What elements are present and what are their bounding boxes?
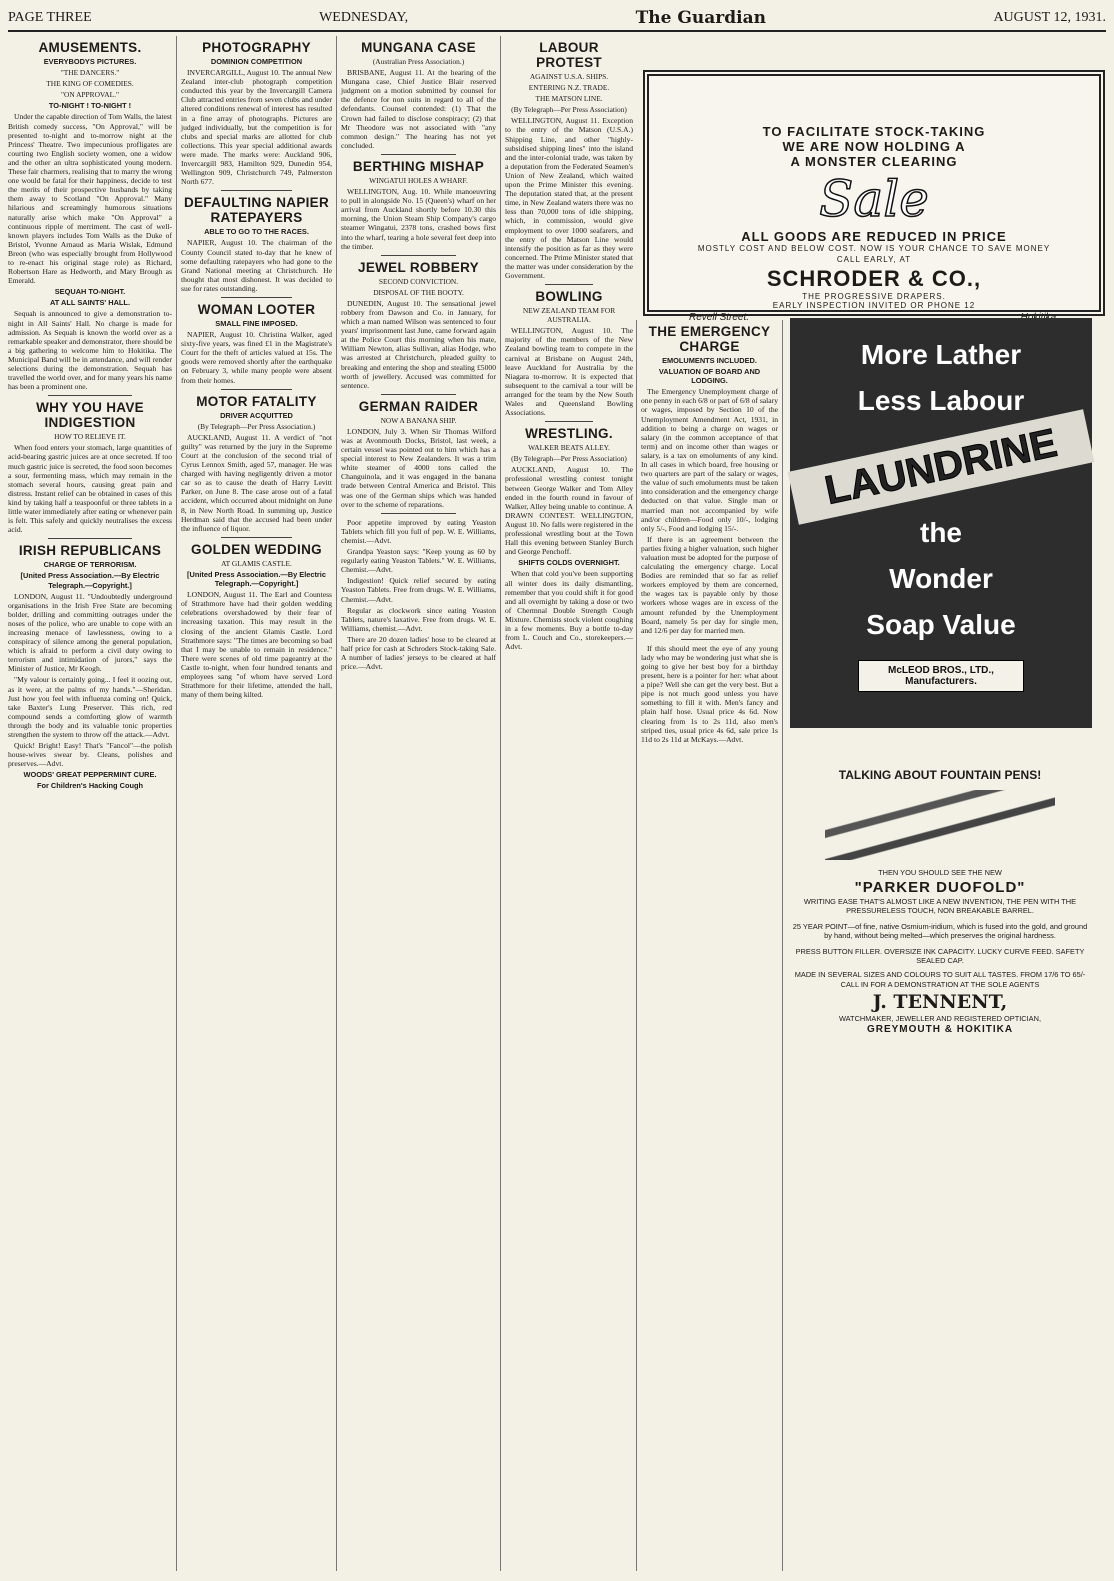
ad-line: WRITING EASE THAT'S ALMOST LIKE A NEW INVENTION, THE PEN WITH THE PRESSURELESS TOUCH, NON BREAKABLE BARREL. <box>803 896 1077 915</box>
article-text: BRISBANE, August 11. At the hearing of the Mungana case, Chief Justice Blair reserved judgment on a motion submitted by counsel for the defence for non suits in regard to all of the defendants. Counsel contended: (1) That the Crown had failed to disclose conspiracy; (2) that Mr Theodore was not associated with "any common design." The hearing has not yet concluded. <box>341 68 496 150</box>
ad-line: PRESS BUTTON FILLER. OVERSIZE INK CAPACITY. LUCKY CURVE FEED. SAFETY SEALED CAP. <box>795 946 1085 965</box>
subheading: AGAINST U.S.A. SHIPS. <box>529 72 609 81</box>
subheading: CHARGE OF TERRORISM. <box>43 560 137 570</box>
article-text: WELLINGTON, Aug. 10. While manoeuvring to pull in alongside No. 15 (Queen's) wharf on her arrival from Auckland shortly before 10.30 this morning, the Union Steam Ship Company's cargo steamer Wingatui, 2378 tons, crashed bows first into the wharf, tearing a hole several feet deep into the timber. <box>341 187 496 251</box>
brand-name: LAUNDRINE <box>788 409 1095 525</box>
sale-script: Sale <box>819 170 929 228</box>
ad-line: MOSTLY COST AND BELOW COST. NOW IS YOUR CHANCE TO SAVE MONEY <box>697 244 1051 253</box>
headline: JEWEL ROBBERY <box>358 259 479 275</box>
ad-line: Soap Value <box>866 609 1016 640</box>
subheading: DISPOSAL OF THE BOOTY. <box>373 287 464 297</box>
article-text: The Emergency Unemployment charge of one penny in each 6/8 or part of 6/8 of salary or wages, imposed by Section 10 of the Unemployment Amendment Act, 1931, in addition to being a charge on wages or salary (in the common acceptance of that term) and on income other than wages or salary, is a tax on emoluments of any kind. In all cases in which board, free housing or two quarters are part of the salary or wages, the value of such emoluments must be taken into consideration and the emergency charge deducted on that value. Single man or married man not accompanied by wife and/or children—Food only 10/-, lodging only 5/-, Food and lodging 15/-. <box>641 387 778 533</box>
firm-tagline: THE PROGRESSIVE DRAPERS. <box>802 292 946 301</box>
column-rule <box>636 320 637 1571</box>
subheading: [United Press Association.—By Electric Telegraph.—Copyright.] <box>187 569 326 589</box>
subheading: WOODS' GREAT PEPPERMINT CURE. <box>23 770 157 780</box>
headline: WOMAN LOOTER <box>197 301 316 317</box>
divider <box>221 297 292 298</box>
subheading: "ON APPROVAL." <box>60 90 120 100</box>
headline: WRESTLING. <box>525 426 613 442</box>
street: Revell Street. <box>689 312 750 323</box>
column-4 <box>505 36 633 1575</box>
column-rule <box>500 36 501 1571</box>
advertisement-text: Grandpa Yeaston says: "Keep young as 60 by regularly eating Yeaston Tablets." W. E. Williams, Chemist.—Advt. <box>341 547 496 575</box>
ad-line: Wonder <box>889 563 993 594</box>
article-text: Sequah is announced to give a demonstration to-night in All Saints' Hall. No charge is made for admission. As Sequah is known the world over as a remarkable speaker and demonstrator, there should be a big gathering to welcome him to Hokitika. The Municipal Band will be in attendance, and will render selections during the demonstration. Sequah has travelled the world over, and for many years his name has been a prominent one. <box>8 309 172 392</box>
headline: PHOTOGRAPHY <box>202 40 311 55</box>
subheading: "THE DANCERS." <box>60 68 120 78</box>
article-text: WELLINGTON, August 11. Exception to the entry of the Matson (U.S.A.) Shipping Line, and other "highly-subsidised shipping lines" into the island and the inter-colonial trade, was taken by a deputation from the Federated Seamen's Union of New Zealand, which waited upon the Prime Minister this evening. The deputation stated that, at the present time, in New Zealand waters there was no less than 70,000 tons of idle shipping, which, in commission, would give employment to over 1000 seafarers, and the entry of the Matson Line would intensify the position as far as they were concerned. The Prime Minister stated that the matter was under consideration by the Government. <box>505 116 633 280</box>
agent-name: J. TENNENT, <box>872 990 1008 1013</box>
subheading: THE MATSON LINE. <box>535 94 603 104</box>
subheading: HOW TO RELIEVE IT. <box>54 432 126 442</box>
subheading: (By Telegraph—Per Press Association) <box>511 105 627 115</box>
advertisement-text: When that cold you've been supporting all winter does its daily dismantling, remember that you could shift it for good and all overnight by taking a dose or two of Chermnal Double Strength Cough Mixture. Chemists stock violent coughing in a few moments. Buy a bottle to-day from L. Couch and Co., storekeepers.—Advt. <box>505 569 633 652</box>
article-text: Under the capable direction of Tom Walls, the latest British comedy success, "On Approval," will be presented to-night and to-morrow night at the Princess' Theatre. Two impecunious profligates are courting two English society women, one a widow and the other an ultra sophisticated young modern. These fair charmers, realising that to marry the wrong one would be fatal for their happiness, decide to test the merits of their prospective husbands by taking them away to Scotland "On Approval." Many hilarious and screamingly humorous situations naturally arise which make "On Approval" a continuous ripple of merriment. The cast of well-known players includes Tom Walls as the Duke of Bristol, Yvonne Arnaud as Maria Wislak, Edmund Breon (who was especially brought from Hollywood to re-enact his original stage role) as Richard, Robertson Hare as Hedworth, and Mary Brough as Emerald. <box>8 112 172 286</box>
article-text: NAPIER, August 10. The chairman of the County Council stated to-day that he knew of some defaulting ratepayers who had gone to the Grand National meeting at Christchurch. He thought that most dishonest. It was decided to sue for rates outstanding. <box>181 238 332 293</box>
article-text: If there is an agreement between the parties fixing a higher valuation, such higher valuation must be adopted for the purpose of calculating the emergency charge. Local Bodies are reminded that so far as relief workers employed by them are concerned, the wages tax is payable only by those workers whose wages are in excess of the amount refunded by the Unemployment Board, namely 5s per day for single men, and 12/6 per day for married men. <box>641 534 778 635</box>
subheading: ABLE TO GO TO THE RACES. <box>204 227 309 237</box>
column-rule <box>782 320 783 1571</box>
advertisement-text: "My valour is certainly going... I feel it oozing out, as it were, at the palms of my hands."—Sheridan. Just how you feel with influenza coming on! Quick, take Baxter's Lung Preserver. This rich, red compound sends a comforting glow of warmth through the body and its valuable tonic properties strengthen the system to throw off the attack.—Advt. <box>8 675 172 739</box>
ad-line: EARLY INSPECTION INVITED OR PHONE 12 <box>772 301 976 310</box>
ad-heading: TALKING ABOUT FOUNTAIN PENS! <box>838 768 1042 782</box>
advertisement-text: Quick! Bright! Easy! That's "Fancol"—the polish house-wives swear by. Cleans, polishes and preserves.—Advt. <box>8 741 172 769</box>
divider <box>545 284 593 285</box>
article-text: AUCKLAND, August 10. The professional wrestling contest tonight between George Walker and Tom Alley ended in the fourth round in favour of Walker, Alley being unable to continue. A DRAWN CONTEST. WELLINGTON, August 10. No falls were registered in the professional wrestling bout at the Town Hall this evening between Stanley Burch and George Penchoff. <box>505 465 633 557</box>
article-text: WELLINGTON, August 10. The majority of the members of the New Zealand bowling team to compete in the carnival at Brisbane on August 24th, leave Auckland for Australia by the Niagara to-morrow. It is expected that subsequent to the carnival a tour will be arranged for the team by the New South Wales and Queensland Bowling Associations. <box>505 326 633 418</box>
subheading: (By Telegraph—Per Press Association.) <box>197 421 316 431</box>
divider <box>221 190 292 191</box>
divider <box>381 255 456 256</box>
schroder-sale-advertisement <box>643 70 1105 323</box>
column-2 <box>181 36 332 1575</box>
headline: MOTOR FATALITY <box>196 393 317 409</box>
subheading: SEQUAH TO-NIGHT. <box>54 287 126 297</box>
advertisement-text: There are 20 dozen ladies' hose to be cleared at half price for cash at Schroders Stock-taking Sale. A number of ladies' jerseys to be cleared at half price.—Advt. <box>341 634 496 672</box>
subheading: EMOLUMENTS INCLUDED. <box>662 356 757 365</box>
article-text: NAPIER, August 10. Christina Walker, aged sixty-five years, was fined £1 in the Magistrate's Court for the theft of articles valued at 15s. The goods were removed shortly after the earthquake on February 3, while many people were absent from their homes. <box>181 330 332 385</box>
divider <box>681 639 738 640</box>
subheading: WINGATUI HOLES A WHARF. <box>369 175 468 185</box>
masthead-date: AUGUST 12, 1931. <box>993 10 1106 25</box>
subheading: (By Telegraph—Per Press Association) <box>511 454 627 464</box>
headline: BERTHING MISHAP <box>352 158 485 174</box>
article-text: LONDON, August 11. "Undoubtedly underground organisations in the Irish Free State are becoming bolder, drilling and committing outrages under the noses of the police, who are unable to cope with an increasing menace of lawlessness, owing to a conspiracy of silence among the general population, which is afraid to perform a civil duty owing to terrorism and intimidation of jurors," says the Minister of Justice, Mr Keogh. <box>8 591 172 674</box>
subheading: AT ALL SAINTS' HALL. <box>49 298 131 308</box>
advertisement-text: Regular as clockwork since eating Yeaston Tablets, nature's laxative. Free from drugs. W. E. Williams, chemist.—Advt. <box>341 605 496 633</box>
subheading: DRIVER ACQUITTED <box>220 410 293 420</box>
ad-line: WE ARE NOW HOLDING A <box>782 139 966 154</box>
subheading: NEW ZEALAND TEAM FOR AUSTRALIA. <box>522 306 616 325</box>
subheading: SMALL FINE IMPOSED. <box>215 318 298 328</box>
newspaper-title: The Guardian <box>635 8 766 28</box>
subheading: TO-NIGHT ! TO-NIGHT ! <box>48 101 132 111</box>
masthead <box>8 6 1106 32</box>
ad-line: More Lather <box>860 339 1022 370</box>
headline: DEFAULTING NAPIER RATEPAYERS <box>183 195 330 226</box>
article-text: INVERCARGILL, August 10. The annual New Zealand inter-club photograph competition conducted this year by the Invercargill Camera Club attracted entries from seven clubs and under altered conditions renewal of interest has resulted in a fine array of photographs. Pictures are judged individually, but the competition is for clubs and special marks are allotted for club collections. This year special additional awards were made. The marks were: Auckland 906, Invercargill 983, Hamilton 929, Dunedin 954, Wellington 909, Christchurch 749, Palmerston North 677. <box>181 68 332 187</box>
article-text: LONDON, August 11. The Earl and Countess of Strathmore have had their golden wedding celebrations overshadowed by their fear of increasing taxation. This may result in the closing of the ancient Glamis Castle. Lord Strathmore says: "The times are becoming so bad that I may be unable to remain in residence." There were scenes of old time pageantry at the Castle to-night, when four hundred tenants and employees sang "of whom have served Lord Strathmore for their lifetime, attended the hall, many of them being kilted. <box>181 590 332 700</box>
masthead-day: WEDNESDAY, <box>319 10 409 25</box>
article-text: AUCKLAND, August 11. A verdict of "not guilty" was returned by the jury in the Supreme Court at the conclusion of the second trial of Cyrus Lennox Smith, aged 57, manager. He was charged with having negligently driven a motor car so as to cause the death of Harry Levitt Parker, on June 8. The case arose out of a fatal accident, which occurred about midnight on June 8, in New North Road. In summing up, Justice Herdman said that the accused had been under the influence of liquor. <box>181 432 332 533</box>
firm-name: SCHRODER & CO., <box>766 266 982 291</box>
divider <box>381 154 456 155</box>
column-rule <box>176 36 177 1571</box>
headline: LABOUR PROTEST <box>536 40 602 70</box>
agent-towns: GREYMOUTH & HOKITIKA <box>866 1024 1014 1035</box>
ad-line: ALL GOODS ARE REDUCED IN PRICE <box>741 229 1007 244</box>
article-text: LONDON, July 3. When Sir Thomas Wilford was at Avonmouth Docks, Bristol, last week, a certain vessel was pointed out to him which has a special interest to New Zealanders. It was a trim white steamer of 4000 tons called the Changuinola, and it was engaged in the banana trade between Central America and Bristol. This was one of the German ships which was handed over to the scheme of reparations. <box>341 426 496 509</box>
ad-line: THEN YOU SHOULD SEE THE NEW <box>878 868 1002 877</box>
ad-line: TO FACILITATE STOCK-TAKING <box>762 124 986 139</box>
column-5 <box>641 320 778 1575</box>
fountain-pen-icon <box>825 790 1055 860</box>
subheading: ENTERING N.Z. TRADE. <box>528 83 610 93</box>
ad-line: MADE IN SEVERAL SIZES AND COLOURS TO SUIT ALL TASTES. FROM 17/6 TO 65/- <box>794 969 1086 979</box>
headline: GERMAN RAIDER <box>358 398 479 414</box>
divider <box>545 421 593 422</box>
subheading: VALUATION OF BOARD AND LODGING. <box>658 367 761 386</box>
headline: THE EMERGENCY CHARGE <box>648 324 771 354</box>
subheading: SHIFTS COLDS OVERNIGHT. <box>518 558 620 568</box>
divider <box>48 538 132 539</box>
divider <box>221 537 292 538</box>
pen-name: "PARKER DUOFOLD" <box>854 878 1026 896</box>
headline: GOLDEN WEDDING <box>191 541 322 557</box>
column-3 <box>341 36 496 1575</box>
subheading: [United Press Association.—By Electric Telegraph.—Copyright.] <box>20 571 160 590</box>
page-number: PAGE THREE <box>8 10 92 25</box>
maker-box: McLEOD BROS., LTD., Manufacturers. <box>858 660 1024 692</box>
ad-line: Less Labour <box>857 385 1025 416</box>
ad-line: CALL EARLY, AT <box>836 255 912 264</box>
subheading: EVERYBODYS PICTURES. <box>43 57 137 66</box>
ad-line: 25 YEAR POINT—of fine, native Osmium-iridium, which is fused into the gold, and ground by hand, without being melted—which preserves the original hardness. <box>792 921 1088 940</box>
subheading: THE KING OF COMEDIES. <box>46 79 134 89</box>
subheading: WALKER BEATS ALLEY. <box>528 443 610 453</box>
subheading: For Children's Hacking Cough <box>36 781 144 791</box>
ad-line: A MONSTER CLEARING <box>790 154 958 169</box>
subheading: (Australian Press Association.) <box>372 57 465 66</box>
subheading: SECOND CONVICTION. <box>378 276 459 286</box>
article-text: DUNEDIN, August 10. The sensational jewel robbery from Dawson and Co. in January, for which a man named Wilson was sentenced to four years' imprisonment last June, came forward again at the Police Court this morning when his mate, William Newton, alias Sullivan, alias Hodge, who was arrested at Christchurch, pleaded guilty to breaking and entering the shop and stealing £5000 worth of jewellery. Accused was committed for sentence. <box>341 298 496 390</box>
divider <box>221 389 292 390</box>
divider <box>381 394 456 395</box>
column-1 <box>8 36 172 1575</box>
headline: AMUSEMENTS. <box>38 40 142 55</box>
headline: WHY YOU HAVE INDIGESTION <box>36 400 144 431</box>
column-rule <box>336 36 337 1571</box>
advertisement-text: Indigestion! Quick relief secured by eating Yeaston Tablets. Free from drugs. W. E. Williams, Chemist.—Advt. <box>341 576 496 604</box>
laundrine-soap-advertisement <box>790 318 1092 728</box>
advertisement-text: If this should meet the eye of any young lady who may be wondering just what she is going to give her best boy for a birthday present, here is a pointer for her: what about a pipe? Well she can get the very best. But a pipe is not much good unless you have something to fill it with. Men's fancy and plain half hose. Usual price 4s 6d. Now clearing from 1s to 2s 11d, also men's striped ties, usual price 4s 6d, sale price 1s 11d to 2s 11d at McKays.—Advt. <box>641 643 778 744</box>
headline: IRISH REPUBLICANS <box>18 543 162 559</box>
divider <box>381 513 456 514</box>
ad-line: WATCHMAKER, JEWELLER AND REGISTERED OPTICIAN, <box>838 1013 1042 1023</box>
subheading: NOW A BANANA SHIP. <box>380 415 457 425</box>
headline: BOWLING <box>535 289 603 305</box>
advertisement-text: Poor appetite improved by eating Yeaston Tablets which fill you full of pep. W. E. Williams, chemist.—Advt. <box>341 517 496 545</box>
headline: MUNGANA CASE <box>361 40 476 55</box>
subheading: DOMINION COMPETITION <box>210 57 303 66</box>
ad-line: the <box>920 517 962 548</box>
article-text: When food enters your stomach, large quantities of acid-bearing gastric juices are at once secreted. If too much gastric juice is secreted, the food soon becomes a sour, fermenting mass, which may remain in the stomach several hours, causing great pain and distress. Instant relief can be obtained in cases of this kind by taking half a teaspoonful or three tablets in a little water immediately after eating or whenever pain is felt. This safely and quickly neutralises the excess acid. <box>8 443 172 535</box>
ad-line: CALL IN FOR A DEMONSTRATION AT THE SOLE AGENTS <box>840 980 1040 989</box>
subheading: AT GLAMIS CASTLE. <box>221 558 292 568</box>
parker-pen-advertisement <box>785 768 1095 1148</box>
divider <box>48 395 132 396</box>
